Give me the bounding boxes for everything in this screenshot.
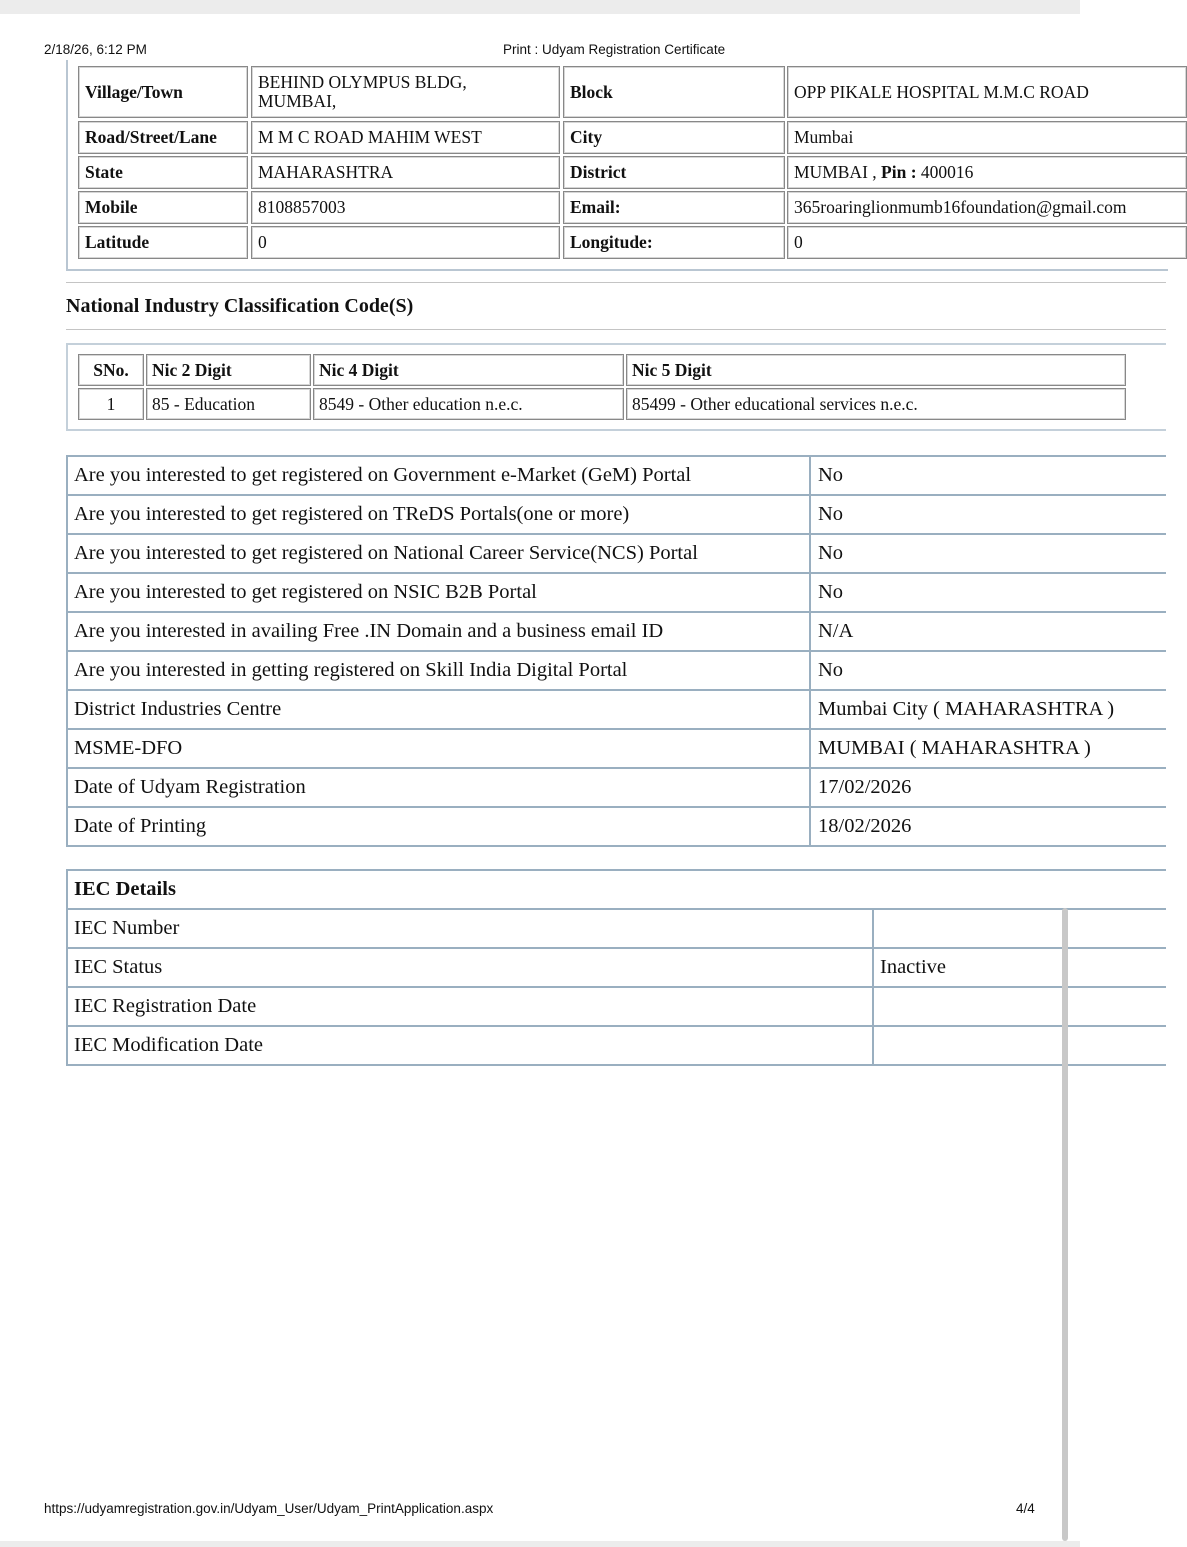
nic-cell-5digit: 85499 - Other educational services n.e.c. — [626, 388, 1126, 420]
question-text: Date of Udyam Registration — [74, 776, 306, 798]
answer-text: MUMBAI ( MAHARASHTRA ) — [818, 737, 1091, 759]
table-row — [68, 496, 1166, 535]
nic-header-2digit: Nic 2 Digit — [146, 354, 311, 386]
registration-options-table — [66, 455, 1166, 847]
column-divider — [872, 1027, 874, 1064]
table-row — [68, 769, 1166, 808]
pin-label: Pin : — [881, 162, 921, 182]
mobile-value: 8108857003 — [251, 191, 560, 224]
column-divider — [809, 808, 811, 845]
answer-text: No — [818, 581, 844, 603]
iec-details-table — [66, 869, 1166, 1066]
question-text: Are you interested to get registered on TReDS Portals(one or more) — [74, 503, 630, 525]
road-label: Road/Street/Lane — [78, 121, 248, 154]
city-label: City — [563, 121, 785, 154]
state-label: State — [78, 156, 248, 189]
question-text: Are you interested to get registered on NSIC B2B Portal — [74, 581, 537, 603]
answer-text: No — [818, 503, 844, 525]
footer-page-number: 4/4 — [1016, 1501, 1035, 1516]
iec-label: IEC Registration Date — [74, 995, 257, 1017]
table-row — [68, 574, 1166, 613]
iec-label: IEC Number — [74, 917, 180, 939]
column-divider — [809, 730, 811, 767]
iec-title-row — [68, 871, 1166, 910]
block-label: Block — [563, 66, 785, 118]
question-text: Are you interested in getting registered on Skill India Digital Portal — [74, 659, 628, 681]
village-value — [251, 66, 560, 118]
print-title: Print : Udyam Registration Certificate — [503, 42, 726, 57]
table-row — [68, 730, 1166, 769]
column-divider — [872, 910, 874, 947]
nic-cell-4digit: 8549 - Other education n.e.c. — [313, 388, 624, 420]
latitude-value: 0 — [251, 226, 560, 259]
iec-label: IEC Status — [74, 956, 163, 978]
answer-text: No — [818, 464, 844, 486]
nic-cell-2digit: 85 - Education — [146, 388, 311, 420]
section-divider — [66, 282, 1166, 283]
village-label: Village/Town — [78, 66, 248, 118]
pin-value: 400016 — [920, 162, 974, 182]
longitude-label: Longitude: — [563, 226, 785, 259]
iec-value: Inactive — [880, 956, 947, 978]
question-text: MSME-DFO — [74, 737, 183, 759]
column-divider — [809, 691, 811, 728]
column-divider — [809, 535, 811, 572]
column-divider — [809, 574, 811, 611]
table-row — [68, 808, 1166, 847]
print-datetime: 2/18/26, 6:12 PM — [44, 42, 147, 57]
answer-text: 18/02/2026 — [818, 815, 912, 837]
email-value: 365roaringlionmumb16foundation@gmail.com — [787, 191, 1187, 224]
column-divider — [809, 613, 811, 650]
table-row — [68, 535, 1166, 574]
question-text: Are you interested in availing Free .IN Domain and a business email ID — [74, 620, 664, 642]
scrollbar[interactable] — [1062, 908, 1068, 1541]
answer-text: N/A — [818, 620, 854, 642]
column-divider — [809, 769, 811, 806]
answer-text: 17/02/2026 — [818, 776, 912, 798]
column-divider — [809, 457, 811, 494]
column-divider — [809, 652, 811, 689]
longitude-value: 0 — [787, 226, 1187, 259]
question-text: Are you interested to get registered on National Career Service(NCS) Portal — [74, 542, 698, 564]
answer-text: No — [818, 542, 844, 564]
nic-cell-sno: 1 — [78, 388, 144, 420]
village-value-text: BEHIND OLYMPUS BLDG, MUMBAI, — [258, 72, 467, 111]
table-row — [68, 1027, 1166, 1066]
viewer-bottom-bar — [0, 1541, 1080, 1547]
question-text: Are you interested to get registered on Government e-Market (GeM) Portal — [74, 464, 692, 486]
city-value: Mumbai — [787, 121, 1187, 154]
nic-header-sno: SNo. — [78, 354, 144, 386]
table-row — [68, 457, 1166, 496]
iec-label: IEC Modification Date — [74, 1034, 264, 1056]
table-row — [68, 691, 1166, 730]
mobile-label: Mobile — [78, 191, 248, 224]
district-name: MUMBAI , — [794, 162, 882, 182]
district-value — [787, 156, 1187, 189]
table-row — [68, 910, 1166, 949]
table-row — [68, 949, 1166, 988]
district-label: District — [563, 156, 785, 189]
column-divider — [872, 949, 874, 986]
nic-header-5digit: Nic 5 Digit — [626, 354, 1126, 386]
table-row — [68, 613, 1166, 652]
question-text: District Industries Centre — [74, 698, 282, 720]
road-value: M M C ROAD MAHIM WEST — [251, 121, 560, 154]
email-label: Email: — [563, 191, 785, 224]
footer-url: https://udyamregistration.gov.in/Udyam_User/Udyam_PrintApplication.aspx — [44, 1501, 494, 1516]
table-row — [68, 652, 1166, 691]
block-value: OPP PIKALE HOSPITAL M.M.C ROAD — [787, 66, 1187, 118]
answer-text: No — [818, 659, 844, 681]
section-divider — [66, 329, 1166, 330]
latitude-label: Latitude — [78, 226, 248, 259]
column-divider — [809, 496, 811, 533]
column-divider — [872, 988, 874, 1025]
question-text: Date of Printing — [74, 815, 207, 837]
answer-text: Mumbai City ( MAHARASHTRA ) — [818, 698, 1115, 720]
nic-section-title: National Industry Classification Code(S) — [66, 295, 414, 317]
state-value: MAHARASHTRA — [251, 156, 560, 189]
iec-title: IEC Details — [74, 878, 176, 900]
table-row — [68, 988, 1166, 1027]
nic-header-4digit: Nic 4 Digit — [313, 354, 624, 386]
